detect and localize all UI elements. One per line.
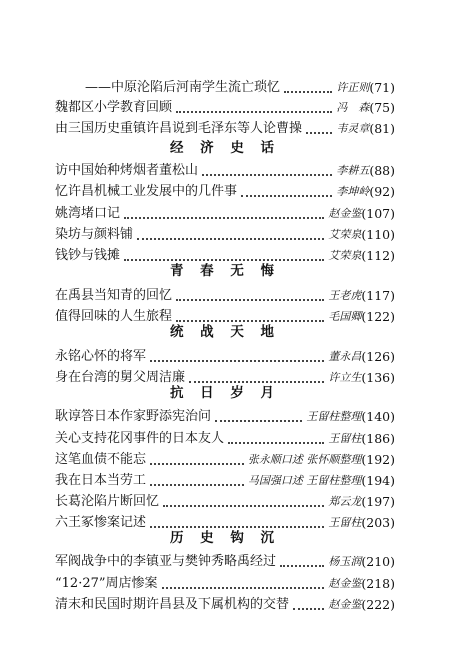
toc-entry[interactable] <box>55 406 395 426</box>
dot-leader <box>163 505 324 507</box>
entry-title: 魏都区小学教育回顾 <box>55 100 173 115</box>
entry-title: 永铭心怀的将军 <box>55 349 147 364</box>
entry-title: “12·27”周店惨案 <box>55 576 158 591</box>
toc-entry[interactable] <box>55 573 395 593</box>
entry-page: (210) <box>361 554 395 569</box>
dot-leader <box>176 111 332 113</box>
entry-title: 身在台湾的舅父周洁廉 <box>55 370 186 385</box>
entry-author: 杨玉润 <box>328 555 362 568</box>
entry-author: 董永昌 <box>328 350 362 363</box>
entry-page: (197) <box>361 494 395 509</box>
entry-title: ——中原沦陷后河南学生流亡琐忆 <box>85 80 281 95</box>
toc-entry[interactable] <box>55 224 395 244</box>
entry-title: 耿谆答日本作家野添宪治问 <box>55 409 212 424</box>
entry-author: 许正则 <box>336 81 370 94</box>
entry-title: 值得回味的人生旅程 <box>55 309 173 324</box>
entry-page: (136) <box>361 370 395 385</box>
entry-author: 艾荣泉 <box>328 228 362 241</box>
section-heading: 青 春 无 悔 <box>169 263 281 279</box>
toc-entry[interactable] <box>55 470 395 490</box>
section-heading: 抗 日 岁 月 <box>169 385 281 401</box>
entry-author: 王老虎 <box>328 289 362 302</box>
entry-page: (126) <box>361 349 395 364</box>
entry-author: 李坤岭 <box>336 185 370 198</box>
entry-title: 这笔血债不能忘 <box>55 452 147 467</box>
dot-leader <box>280 565 324 567</box>
dot-leader <box>293 608 324 610</box>
entry-title: 钱钞与钱摊 <box>55 248 121 263</box>
entry-page: (107) <box>361 206 395 221</box>
toc-entry[interactable] <box>55 594 395 614</box>
entry-page: (222) <box>361 597 395 612</box>
toc-entry[interactable] <box>55 203 395 223</box>
entry-page: (140) <box>361 409 395 424</box>
entry-title: 清末和民国时期许昌县及下属机构的交替 <box>55 597 290 612</box>
entry-page: (112) <box>361 248 395 263</box>
toc-entry[interactable] <box>55 551 395 571</box>
dot-leader <box>228 442 324 444</box>
entry-page: (110) <box>361 227 395 242</box>
entry-title: 我在日本当劳工 <box>55 473 147 488</box>
dot-leader <box>176 299 324 301</box>
toc-entry[interactable] <box>55 160 395 180</box>
toc-entry[interactable] <box>55 491 395 511</box>
entry-author: 王留柱 <box>328 516 362 529</box>
section-heading: 经 济 史 话 <box>169 140 281 156</box>
entry-title: 姚湾堵口记 <box>55 206 121 221</box>
entry-page: (194) <box>361 473 395 488</box>
entry-page: (192) <box>361 452 395 467</box>
toc-entry[interactable] <box>55 285 395 305</box>
toc-entry[interactable] <box>85 77 395 97</box>
entry-title: 在禹县当知青的回忆 <box>55 288 173 303</box>
entry-author: 李耕五 <box>336 164 370 177</box>
entry-title: 长葛沦陷片断回忆 <box>55 494 160 509</box>
entry-author: 韦灵章 <box>336 122 370 135</box>
entry-page: (186) <box>361 431 395 446</box>
entry-title: 由三国历史重镇许昌说到毛泽东等人论曹操 <box>55 121 303 136</box>
entry-author: 王留柱整理 <box>306 410 362 423</box>
entry-title: 六王冢惨案记述 <box>55 515 147 530</box>
dot-leader <box>241 195 332 197</box>
entry-title: 关心支持花冈事件的日本友人 <box>55 431 225 446</box>
entry-page: (81) <box>369 121 395 136</box>
dot-leader <box>150 360 324 362</box>
toc-entry[interactable] <box>55 449 395 469</box>
dot-leader <box>202 174 332 176</box>
dot-leader <box>150 463 244 465</box>
entry-title: 访中国始种烤烟者董松山 <box>55 163 199 178</box>
entry-author: 马国强口述 王留柱整理 <box>247 474 362 487</box>
toc-entry[interactable] <box>55 118 395 138</box>
entry-title: 忆许昌机械工业发展中的几件事 <box>55 184 238 199</box>
toc-entry[interactable] <box>55 428 395 448</box>
toc-entry[interactable] <box>55 181 395 201</box>
entry-page: (71) <box>369 80 395 95</box>
entry-author: 艾荣泉 <box>328 249 362 262</box>
section-heading: 统 战 天 地 <box>169 324 281 340</box>
dot-leader <box>215 420 302 422</box>
entry-author: 张永顺口述 张怀顺整理 <box>247 453 362 466</box>
entry-author: 许立生 <box>328 371 362 384</box>
entry-page: (75) <box>369 100 395 115</box>
entry-author: 毛国卿 <box>328 310 362 323</box>
entry-page: (122) <box>361 309 395 324</box>
section-heading: 历 史 钩 沉 <box>169 530 281 546</box>
entry-author: 郑云龙 <box>328 495 362 508</box>
entry-title: 军阀战争中的李镇亚与樊钟秀略禹经过 <box>55 554 277 569</box>
entry-page: (88) <box>369 163 395 178</box>
entry-author: 赵金鉴 <box>328 207 362 220</box>
entry-author: 冯 森 <box>336 101 370 114</box>
entry-page: (203) <box>361 515 395 530</box>
entry-author: 赵金鉴 <box>328 577 362 590</box>
toc-entry[interactable] <box>55 346 395 366</box>
toc-entry[interactable] <box>55 97 395 117</box>
dot-leader <box>284 91 332 93</box>
entry-author: 赵金鉴 <box>328 598 362 611</box>
dot-leader <box>306 132 332 134</box>
dot-leader <box>124 217 324 219</box>
entry-page: (92) <box>369 184 395 199</box>
dot-leader <box>150 484 244 486</box>
entry-page: (117) <box>361 288 395 303</box>
dot-leader <box>162 587 325 589</box>
entry-title: 染坊与颜料铺 <box>55 227 134 242</box>
dot-leader <box>137 238 324 240</box>
entry-page: (218) <box>361 576 395 591</box>
entry-author: 王留柱 <box>328 432 362 445</box>
